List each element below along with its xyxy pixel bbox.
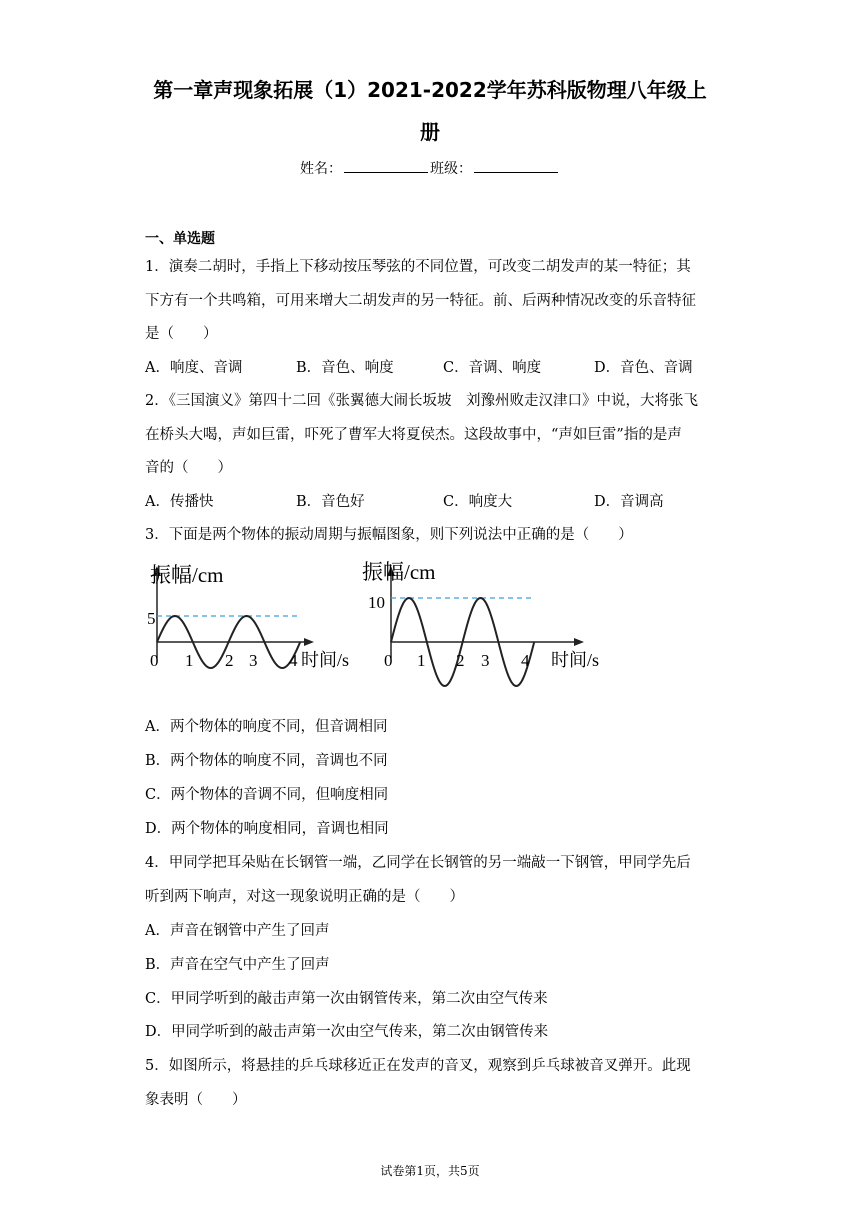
- right-tick-1: 1: [417, 651, 426, 670]
- question-5-line: 象表明（ ）: [145, 1092, 247, 1108]
- question-1-line: 是（ ）: [145, 326, 218, 342]
- vibration-graph-figure: [140, 558, 620, 700]
- q4-option-d[interactable]: D．甲同学听到的敲击声第一次由空气传来，第二次由钢管传来: [145, 1024, 549, 1040]
- q2-option-b[interactable]: B．音色好: [296, 494, 365, 510]
- right-tick-0: 0: [384, 651, 393, 670]
- question-4-line: 4．甲同学把耳朵贴在长钢管一端，乙同学在长钢管的另一端敲一下钢管，甲同学先后: [145, 855, 691, 871]
- right-x-arrow: [574, 638, 584, 646]
- student-info: [0, 158, 860, 178]
- left-y-axis-label: 振幅/cm: [150, 563, 224, 587]
- question-2-line: 2．《三国演义》第四十二回《张翼德大闹长坂坡 刘豫州败走汉津口》中说，大将张飞: [145, 393, 698, 409]
- q1-option-d[interactable]: D．音色、音调: [594, 360, 693, 376]
- left-tick-4: 4: [289, 651, 298, 670]
- page-footer: 试卷第1页，共5页: [380, 1164, 480, 1178]
- question-3-line: 3．下面是两个物体的振动周期与振幅图象，则下列说法中正确的是（ ）: [145, 527, 633, 543]
- left-tick-1: 1: [185, 651, 194, 670]
- q4-option-c[interactable]: C．甲同学听到的敲击声第一次由钢管传来，第二次由空气传来: [145, 991, 548, 1007]
- left-tick-3: 3: [249, 651, 258, 670]
- question-5-line: 5．如图所示，将悬挂的乒乓球移近正在发声的音叉，观察到乒乓球被音叉弹开。此现: [145, 1058, 691, 1074]
- left-amplitude-label: 5: [147, 609, 156, 628]
- name-blank[interactable]: [344, 160, 428, 173]
- q3-option-d[interactable]: D．两个物体的响度相同，音调也相同: [145, 821, 389, 837]
- exam-title-line2: 册: [420, 120, 440, 144]
- right-graph: [362, 560, 599, 686]
- left-graph: [147, 563, 349, 670]
- right-x-axis-label: 时间/s: [551, 650, 600, 670]
- q3-option-a[interactable]: A．两个物体的响度不同，但音调相同: [145, 719, 388, 735]
- right-y-axis-label: 振幅/cm: [362, 560, 436, 584]
- q1-option-b[interactable]: B．音色、响度: [296, 360, 394, 376]
- section-heading: 一、单选题: [145, 231, 215, 247]
- q1-option-a[interactable]: A．响度、音调: [145, 360, 243, 376]
- class-label: 班级：: [430, 161, 472, 177]
- q2-option-c[interactable]: C．响度大: [443, 494, 513, 510]
- q1-option-c[interactable]: C．音调、响度: [443, 360, 542, 376]
- right-tick-2: 2: [456, 651, 465, 670]
- left-tick-2: 2: [225, 651, 234, 670]
- q2-option-d[interactable]: D．音调高: [594, 494, 664, 510]
- left-x-arrow: [304, 638, 314, 646]
- class-blank[interactable]: [474, 160, 558, 173]
- name-label: 姓名：: [300, 161, 342, 177]
- question-1-line: 1．演奏二胡时，手指上下移动按压琴弦的不同位置，可改变二胡发声的某一特征；其: [145, 259, 691, 275]
- right-amplitude-label: 10: [368, 593, 385, 612]
- q2-option-a[interactable]: A．传播快: [145, 494, 214, 510]
- right-tick-3: 3: [481, 651, 490, 670]
- exam-title-line1: 第一章声现象拓展（1）2021-2022学年苏科版物理八年级上: [153, 78, 707, 102]
- left-x-axis-label: 时间/s: [301, 650, 350, 670]
- q3-option-b[interactable]: B．两个物体的响度不同，音调也不同: [145, 753, 388, 769]
- q3-option-c[interactable]: C．两个物体的音调不同，但响度相同: [145, 787, 389, 803]
- question-2-line: 音的（ ）: [145, 460, 232, 476]
- right-tick-4: 4: [521, 651, 530, 670]
- question-2-line: 在桥头大喝，声如巨雷，吓死了曹军大将夏侯杰。这段故事中，“声如巨雷”指的是声: [145, 427, 682, 443]
- question-1-line: 下方有一个共鸣箱，可用来增大二胡发声的另一特征。前、后两种情况改变的乐音特征: [145, 293, 696, 309]
- left-tick-0: 0: [150, 651, 159, 670]
- q4-option-b[interactable]: B．声音在空气中产生了回声: [145, 957, 330, 973]
- question-4-line: 听到两下响声，对这一现象说明正确的是（ ）: [145, 889, 464, 905]
- q4-option-a[interactable]: A．声音在钢管中产生了回声: [145, 923, 330, 939]
